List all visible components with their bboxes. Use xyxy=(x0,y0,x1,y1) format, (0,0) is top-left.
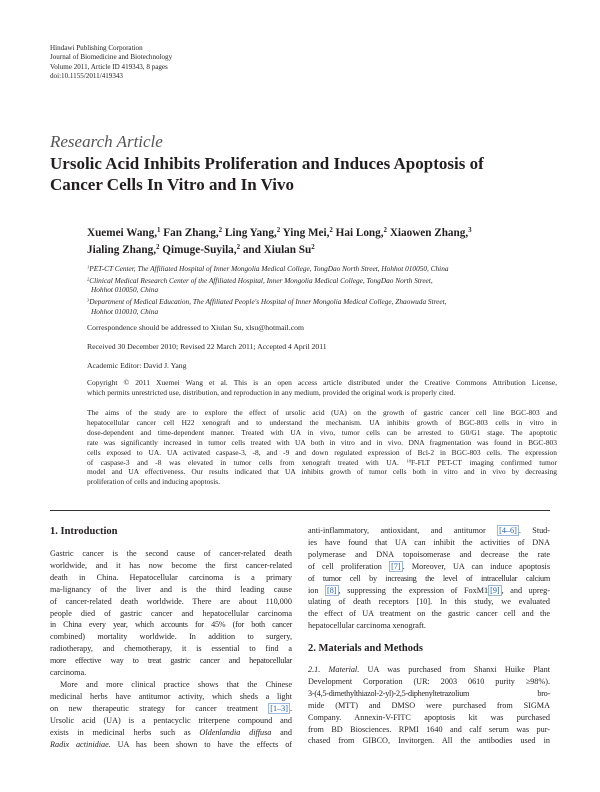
body-line: ies have found that UA can inhibit the activities of DNA xyxy=(308,537,550,547)
body-segment: ion xyxy=(308,585,319,595)
body-segment: anti-inflammatory, antioxidant, and antitumor xyxy=(308,526,486,535)
journal-name: Journal of Biomedicine and Biotechnology xyxy=(50,53,173,62)
body-line: Development Corporation (UR: 2003 0610 purity ≥98%). xyxy=(308,676,550,686)
affiliation-2 xyxy=(87,276,557,295)
author-affil-number: 2 xyxy=(311,243,315,252)
affil-number: 3 xyxy=(87,297,90,303)
subsection-label: 2.1. Material. xyxy=(308,665,360,674)
body-line: polymerase and DNA topoisomerase and decrease the rate xyxy=(308,549,550,559)
body-segment: UA has been shown to have the effects of xyxy=(117,739,293,749)
left-column-text xyxy=(50,548,292,750)
copyright-line: which permits unrestricted use, distribution, and reproduction in any medium, provided the original work is properly cited. xyxy=(87,388,456,397)
body-line: more effective way to treat gastric cancer and hepatocellular xyxy=(50,656,292,666)
body-line: radiotherapy, and chemotherapy, it is essential to find a xyxy=(50,644,292,654)
citation-link[interactable]: [7] xyxy=(391,561,401,571)
author-name: and Xiulan Su xyxy=(242,244,312,256)
publication-info xyxy=(50,44,172,81)
author-affil-number: 2 xyxy=(329,226,333,235)
materials-text xyxy=(308,664,550,747)
body-line: death in China. Hepatocellular carcinoma is a primary xyxy=(50,572,292,582)
body-line: ulating of death receptors [10]. In this study, we evaluated xyxy=(308,597,550,607)
body-segment: and xyxy=(271,727,292,737)
body-line: hepatocellular carcinoma xenograft. xyxy=(308,621,426,631)
affil-line: Clinical Medical Research Center of the Affiliated Hospital, Inner Mongolia Medical College, TongDao North Street, xyxy=(89,275,433,285)
doi-text: doi:10.1155/2011/419343 xyxy=(50,71,123,80)
citation-link[interactable]: [4–6] xyxy=(499,526,517,535)
article-type-label: Research Article xyxy=(50,132,163,151)
author-affil-number: 2 xyxy=(383,226,388,235)
affil-line: Hohhot 010050, China xyxy=(91,285,159,295)
title-line-1: Ursolic Acid Inhibits Proliferation and Induces Apoptosis of xyxy=(50,154,484,173)
author-affil-number: 2 xyxy=(236,243,241,252)
body-line: Company. Annexin-V-FITC apoptosis kit was purchased xyxy=(308,712,550,722)
affil-line: PET-CT Center, The Affiliated Hospital of Inner Mongolia Medical College, TongDao North Street, Hohhot 010050, China xyxy=(89,264,449,273)
body-line: carcinoma. xyxy=(50,668,87,678)
affil-line: Department of Medical Education, The Affiliated People's Hospital of Inner Mongolia Medical College, Zhaowuda Street, xyxy=(89,297,447,307)
body-line: chased from GIBCO, Invitorgen. All the antibodies used in xyxy=(308,736,550,746)
abstract xyxy=(87,408,557,487)
citation-link[interactable]: [1–3] xyxy=(270,703,288,713)
abstract-line: cells exposed to UA. UA activated caspase-3, -8, and -9 and down regulated expression of Bcl-2 in BGC-803 cells. The expression xyxy=(87,447,557,457)
body-segment: of cell proliferation xyxy=(308,561,382,571)
affil-number: 1 xyxy=(87,264,90,270)
abstract-line: hepatocellular cancer cell H22 xenograft and to understand the mechanism. UA inhibits growth of BGC-803 cells in vitro in xyxy=(87,417,557,427)
author-name: Ling Yang, xyxy=(224,227,277,239)
publisher-name: Hindawi Publishing Corporation xyxy=(50,44,143,52)
author-affil-number: 3 xyxy=(468,226,472,235)
body-line: of cancer-related death worldwide. There are about 110,000 xyxy=(50,596,292,606)
isotope-number: 18 xyxy=(406,458,411,463)
author-name: Qimuge-Suyila, xyxy=(162,244,237,256)
abstract-segment: F-FLT PET-CT imaging confirmed tumor xyxy=(410,457,557,467)
body-line: Gastric cancer is the second cause of cancer-related death xyxy=(50,549,292,558)
body-line: people died of gastric cancer and hepatocellular carcinoma xyxy=(50,608,292,618)
body-line: More and more clinical practice shows that the Chinese xyxy=(60,679,292,689)
author-line-1 xyxy=(87,225,472,242)
body-segment: UA was purchased from Shanxi Huike Plant xyxy=(367,665,551,674)
author-list xyxy=(87,225,472,259)
body-line: in China every year, which accounts for 45% (for both cancer xyxy=(50,620,292,630)
volume-info: Volume 2011, Article ID 419343, 8 pages xyxy=(50,62,168,71)
copyright-line: Copyright © 2011 Xuemei Wang et al. This is an open access article distributed under the Creative Commons Attribution License, xyxy=(87,378,557,387)
citation-link[interactable]: [8] xyxy=(327,585,337,595)
author-name: Jialing Zhang, xyxy=(87,244,157,256)
author-name: Xuemei Wang, xyxy=(87,227,158,239)
abstract-line: model and UA effectiveness. Our results indicated that UA inhibits growth of tumor cells both in vitro and in vivo by decreasing xyxy=(87,467,557,477)
abstract-line: dose-dependent and time-dependent manner. Treated with UA in vivo, tumor cells can be arrested to G0/G1 stage. The apoptotic xyxy=(87,427,557,437)
herb-name: Oldenlandia diffusa xyxy=(199,727,272,737)
author-line-2 xyxy=(87,242,472,259)
citation-link[interactable]: [9] xyxy=(490,585,500,595)
author-name: Hai Long, xyxy=(335,227,384,239)
affiliation-3 xyxy=(87,297,557,316)
abstract-line xyxy=(87,458,557,468)
author-name: Xiaowen Zhang, xyxy=(389,227,469,239)
body-line xyxy=(308,664,550,676)
methods-heading: 2. Materials and Methods xyxy=(308,643,423,654)
body-line: Ursolic acid (UA) is a pentacyclic triterpene compound and xyxy=(50,715,292,725)
body-line: mide (MTT) and DMSO were purchased from SIGMA xyxy=(308,700,550,710)
section-divider xyxy=(50,510,550,511)
affiliations xyxy=(87,264,557,319)
author-affil-number: 2 xyxy=(156,243,160,252)
abstract-line: The aims of the study are to explore the effect of ursolic acid (UA) on the growth of gastric cancer cell line BGC-803 and xyxy=(87,408,557,417)
affil-number: 2 xyxy=(87,276,90,282)
author-name: Ying Mei, xyxy=(282,227,330,239)
abstract-segment: of caspase-3 and -8 was elevated in tumor cells from xenograft treated with UA. xyxy=(87,457,399,467)
body-segment: , and upreg- xyxy=(501,585,551,595)
author-affil-number: 2 xyxy=(276,226,281,235)
intro-heading: 1. Introduction xyxy=(50,526,118,537)
right-column-text xyxy=(308,525,550,632)
affiliation-1 xyxy=(87,264,557,274)
body-line xyxy=(308,561,550,573)
body-line xyxy=(50,739,292,751)
body-line: medicinal herbs have antitumor activity, which sheds a light xyxy=(50,691,292,701)
correspondence-line: Correspondence should be addressed to Xiulan Su, xlsu@hotmail.com xyxy=(87,323,304,332)
body-segment: . Moreover, UA can induce apoptosis xyxy=(402,561,551,571)
dates-line: Received 30 December 2010; Revised 22 March 2011; Accepted 4 April 2011 xyxy=(87,342,327,351)
body-line: from BD Biosciences. RPMI 1640 and calf serum was pur- xyxy=(308,724,550,734)
body-line xyxy=(50,703,292,715)
academic-editor: Academic Editor: David J. Yang xyxy=(87,361,187,370)
abstract-line: rate was significantly increased in tumor cells treated with UA both in vitro and in vivo. DNA fragmentation was found in BGC-803 xyxy=(87,437,557,447)
article-title xyxy=(50,154,550,195)
author-affil-number: 2 xyxy=(218,226,223,235)
body-segment: . xyxy=(289,703,292,713)
body-segment: on new therapeutic strategy for cancer treatment xyxy=(50,703,258,713)
affil-line: Hohhot 010010, China xyxy=(91,306,159,316)
body-line: 3-(4,5-dimethylthiazol-2-yl)-2,5-diphenyltetrazolium bro- xyxy=(308,688,550,698)
body-segment: , suppressing the expression of FoxM1 xyxy=(338,585,489,595)
body-line: combined) mortality worldwide. In addition to surgery, xyxy=(50,632,292,642)
body-segment: . Stud- xyxy=(518,526,551,535)
body-line: worldwide, and it has now become the first cancer-related xyxy=(50,560,292,570)
body-line: of tumor cell by increasing the level of intracellular calcium xyxy=(308,573,550,583)
author-name: Fan Zhang, xyxy=(163,227,219,239)
body-line xyxy=(308,585,550,597)
body-segment: exists in medicinal herbs such as xyxy=(50,727,191,737)
body-line: ma-lignancy of the liver and is the third leading cause xyxy=(50,584,292,594)
herb-name: Radix actinidiae. xyxy=(50,739,111,749)
body-line xyxy=(50,727,292,739)
title-line-2: Cancer Cells In Vitro and In Vivo xyxy=(50,174,295,194)
body-line: the effect of UA treatment on the gastric cancer cell and the xyxy=(308,609,550,619)
abstract-line: proliferation of cells and inducing apoptosis. xyxy=(87,477,221,487)
author-affil-number: 1 xyxy=(157,226,161,235)
body-line xyxy=(308,525,550,537)
copyright-notice xyxy=(87,378,557,398)
